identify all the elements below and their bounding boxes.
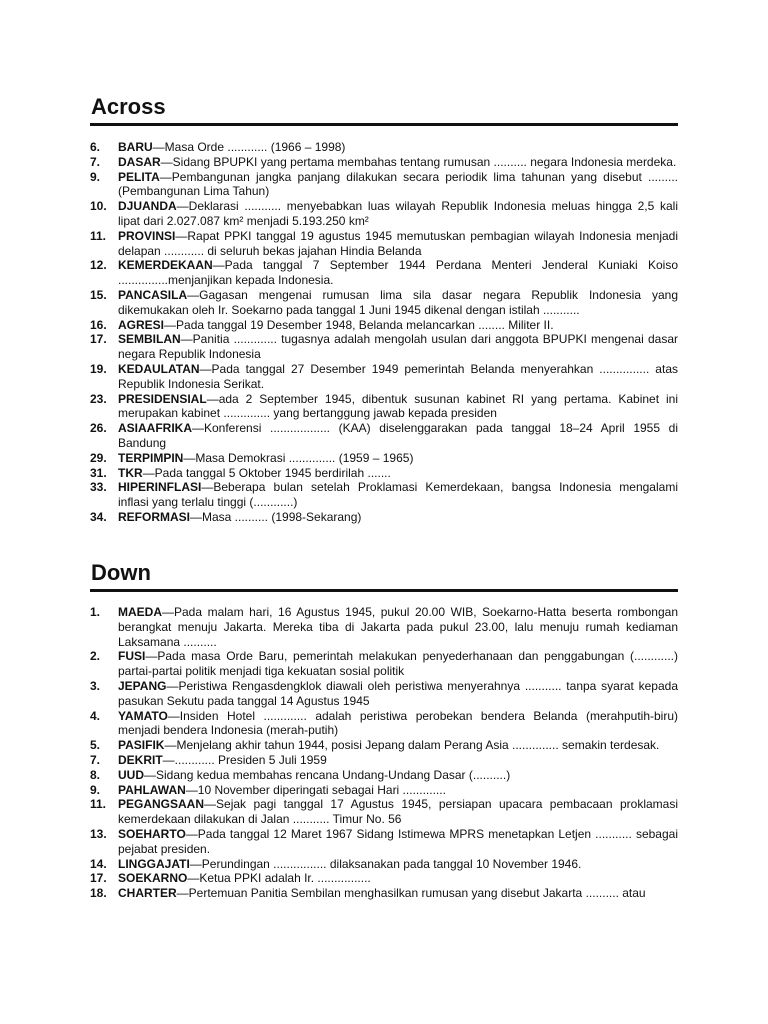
clue-body xyxy=(118,679,678,709)
clue-number: 3. xyxy=(90,678,101,693)
clue-body xyxy=(118,199,678,229)
clue-text: —Pada masa Orde Baru, pemerintah melakukan penyederhanaan dan penggabungan (............) partai-partai politik menjadi tiga kekuatan sosial politik xyxy=(118,649,678,679)
clue-number: 10. xyxy=(90,199,107,214)
clue-body xyxy=(118,871,678,886)
clue-number: 9. xyxy=(90,782,101,797)
down-clue xyxy=(90,768,678,783)
clue-number: 29. xyxy=(90,450,107,465)
clue-body xyxy=(118,421,678,451)
clue-number: 23. xyxy=(90,391,107,406)
down-clue xyxy=(90,797,678,827)
across-clue xyxy=(90,362,678,392)
clue-body xyxy=(118,510,678,525)
clue-number: 7. xyxy=(90,752,101,767)
clue-text: —ada 2 September 1945, dibentuk susunan kabinet RI yang pertama. Kabinet ini merupakan kabinet .............. yang bertanggung jawab kepada presiden xyxy=(118,391,678,421)
clue-text: —Pada tanggal 5 Oktober 1945 berdirilah ....... xyxy=(142,465,391,480)
clue-answer: SOEKARNO xyxy=(118,871,188,886)
clue-answer: DASAR xyxy=(118,154,161,169)
clue-text: —Panitia ............. tugasnya adalah mengolah usulan dari anggota BPUPKI mengenai dasar negara Republik Indonesia xyxy=(118,332,678,362)
clue-body xyxy=(118,886,678,901)
clue-number: 8. xyxy=(90,767,101,782)
across-clue xyxy=(90,510,678,525)
across-clue xyxy=(90,392,678,422)
across-clue xyxy=(90,140,678,155)
clue-text: —Perundingan ................ dilaksanakan pada tanggal 10 November 1946. xyxy=(189,856,582,871)
across-clue xyxy=(90,451,678,466)
clue-text: —Rapat PPKI tanggal 19 agustus 1945 memutuskan pembagian wilayah Indonesia menjadi delapan ............ di seluruh bekas jajahan Hindia Belanda xyxy=(118,228,678,258)
clue-body xyxy=(118,258,678,288)
clue-number: 5. xyxy=(90,738,101,753)
clue-text: —Sidang BPUPKI yang pertama membahas tentang rumusan .......... negara Indonesia merdeka. xyxy=(160,154,677,169)
across-clue xyxy=(90,170,678,200)
clue-body xyxy=(118,170,678,200)
clue-number: 14. xyxy=(90,856,107,871)
clue-body xyxy=(118,738,678,753)
clue-number: 33. xyxy=(90,480,107,495)
across-clue xyxy=(90,480,678,510)
clue-body xyxy=(118,332,678,362)
clue-body xyxy=(118,649,678,679)
clue-answer: TERPIMPIN xyxy=(118,450,184,465)
clue-text: —Masa Demokrasi .............. (1959 – 1965) xyxy=(183,450,414,465)
clue-body xyxy=(118,392,678,422)
clue-answer: AGRESI xyxy=(118,317,165,332)
clue-answer: UUD xyxy=(118,767,144,782)
across-clue xyxy=(90,332,678,362)
clue-text: —Beberapa bulan setelah Proklamasi Kemerdekaan, bangsa Indonesia mengalami inflasi yang terlalu tinggi (............) xyxy=(118,480,678,510)
clue-text: —Pada tanggal 7 September 1944 Perdana Menteri Jenderal Kuniaki Koiso ...............menjanjikan kepada Indonesia. xyxy=(118,258,678,288)
clue-number: 16. xyxy=(90,317,107,332)
down-section xyxy=(90,560,678,901)
clue-answer: FUSI xyxy=(118,649,146,664)
down-clue-list xyxy=(90,605,678,901)
across-heading: Across xyxy=(91,94,166,119)
clue-answer: SOEHARTO xyxy=(118,826,186,841)
clue-body xyxy=(118,451,678,466)
across-clue xyxy=(90,199,678,229)
clue-body xyxy=(118,362,678,392)
clue-text: —............ Presiden 5 Juli 1959 xyxy=(162,752,327,767)
clue-number: 4. xyxy=(90,708,101,723)
clue-answer: PEGANGSAAN xyxy=(118,797,205,812)
clue-number: 6. xyxy=(90,140,101,154)
clue-answer: SEMBILAN xyxy=(118,332,181,347)
clue-answer: PROVINSI xyxy=(118,228,176,243)
down-clue xyxy=(90,753,678,768)
clue-number: 19. xyxy=(90,361,107,376)
clue-body xyxy=(118,709,678,739)
clue-answer: TKR xyxy=(118,465,143,480)
clue-answer: REFORMASI xyxy=(118,509,190,524)
clue-answer: BARU xyxy=(118,140,153,154)
clue-body xyxy=(118,288,678,318)
clue-answer: DJUANDA xyxy=(118,199,177,214)
clue-number: 7. xyxy=(90,154,101,169)
clue-text: —Pada tanggal 27 Desember 1949 pemerintah Belanda menyerahkan ............... atas Republik Indonesia Serikat. xyxy=(118,361,678,391)
clue-text: —Konferensi .................. (KAA) diselenggarakan pada tanggal 18–24 April 1955 di Bandung xyxy=(118,421,678,450)
clue-text: —10 November diperingati sebagai Hari ............. xyxy=(185,782,446,797)
clue-text: —Pada tanggal 12 Maret 1967 Sidang Istimewa MPRS menetapkan Letjen ........... sebagai pejabat presiden. xyxy=(118,826,678,856)
clue-text: —Peristiwa Rengasdengklok diawali oleh peristiwa menyerahnya ........... tanpa syarat kepada pasukan Sekutu pada tanggal 14 Agustus 1945 xyxy=(118,678,678,708)
clue-answer: PAHLAWAN xyxy=(118,782,186,797)
clue-answer: HIPERINFLASI xyxy=(118,480,202,495)
down-heading: Down xyxy=(91,560,151,585)
clue-answer: YAMATO xyxy=(118,708,168,723)
clue-body xyxy=(118,827,678,857)
clue-body xyxy=(118,318,678,333)
clue-number: 26. xyxy=(90,421,107,436)
clue-text: —Pertemuan Panitia Sembilan menghasilkan rumusan yang disebut Jakarta .......... atau xyxy=(176,886,646,901)
across-divider xyxy=(90,123,678,126)
clue-text: —Masa Orde ............ (1966 – 1998) xyxy=(152,140,346,154)
clue-text: —Menjelang akhir tahun 1944, posisi Jepang dalam Perang Asia .............. semakin terdesak. xyxy=(164,738,660,753)
clue-answer: PELITA xyxy=(118,169,160,184)
clue-text: —Gagasan mengenai rumusan lima sila dasar negara Republik Indonesia yang dikemukakan oleh Ir. Soekarno pada tanggal 1 Juni 1945 dikenal dengan istilah ........... xyxy=(118,287,678,317)
clue-answer: JEPANG xyxy=(118,678,167,693)
clue-answer: KEMERDEKAAN xyxy=(118,258,213,273)
clue-text: —Deklarasi ........... menyebabkan luas wilayah Republik Indonesia meluas hingga 2,5 kali lipat dari 2.027.087 km² menjadi 5.193.250 km² xyxy=(118,199,678,228)
clue-text: —Insiden Hotel ............. adalah peristiwa perobekan bendera Belanda (merahputih-biru) menjadi bendera Indonesia (merah-putih) xyxy=(118,708,678,738)
across-clue xyxy=(90,466,678,481)
across-clue xyxy=(90,288,678,318)
down-clue xyxy=(90,857,678,872)
clue-answer: LINGGAJATI xyxy=(118,856,190,871)
clue-number: 13. xyxy=(90,826,107,841)
clue-body xyxy=(118,466,678,481)
clue-body xyxy=(118,753,678,768)
clue-number: 12. xyxy=(90,258,107,273)
clue-answer: PANCASILA xyxy=(118,287,188,302)
clue-body xyxy=(118,857,678,872)
down-clue xyxy=(90,679,678,709)
clue-answer: PRESIDENSIAL xyxy=(118,391,207,406)
across-clue xyxy=(90,318,678,333)
down-clue xyxy=(90,605,678,649)
down-clue xyxy=(90,871,678,886)
clue-answer: PASIFIK xyxy=(118,738,165,753)
clue-body xyxy=(118,480,678,510)
down-clue xyxy=(90,783,678,798)
clue-number: 11. xyxy=(90,228,107,243)
clue-answer: CHARTER xyxy=(118,886,177,901)
clue-text: —Pembangunan jangka panjang dilakukan secara periodik lima tahunan yang disebut ......... (Pembangunan Lima Tahun) xyxy=(118,169,678,199)
clue-body xyxy=(118,140,678,155)
down-clue xyxy=(90,827,678,857)
across-clue xyxy=(90,258,678,288)
clue-body xyxy=(118,155,678,170)
across-clue xyxy=(90,229,678,259)
clue-body xyxy=(118,768,678,783)
clue-text: —Pada tanggal 19 Desember 1948, Belanda melancarkan ........ Militer II. xyxy=(164,317,554,332)
down-clue xyxy=(90,886,678,901)
clue-text: —Masa .......... (1998-Sekarang) xyxy=(190,509,362,524)
down-clue xyxy=(90,649,678,679)
across-clue-list xyxy=(90,140,678,525)
clue-number: 2. xyxy=(90,649,101,664)
clue-number: 9. xyxy=(90,169,101,184)
clue-number: 17. xyxy=(90,871,107,886)
clue-answer: ASIAAFRIKA xyxy=(118,421,192,436)
clue-answer: DEKRIT xyxy=(118,752,163,767)
clue-number: 1. xyxy=(90,605,101,619)
clue-number: 15. xyxy=(90,287,107,302)
across-clue xyxy=(90,421,678,451)
clue-number: 31. xyxy=(90,465,107,480)
clue-body xyxy=(118,797,678,827)
across-section xyxy=(90,94,678,525)
clue-text: —Ketua PPKI adalah Ir. ................ xyxy=(187,871,371,886)
clue-answer: MAEDA xyxy=(118,605,162,619)
clue-text: —Sejak pagi tanggal 17 Agustus 1945, persiapan upacara pembacaan proklamasi kemerdekaan dilakukan di Jalan ........... Timur No. 56 xyxy=(118,797,678,827)
clue-number: 11. xyxy=(90,797,107,812)
clue-number: 18. xyxy=(90,886,107,901)
clue-body xyxy=(118,783,678,798)
clue-number: 34. xyxy=(90,509,107,524)
clue-text: —Sidang kedua membahas rencana Undang-Undang Dasar (..........) xyxy=(144,767,511,782)
clue-text: —Pada malam hari, 16 Agustus 1945, pukul 20.00 WIB, Soekarno-Hatta beserta rombongan berangkat menuju Jakarta. Mereka tiba di Jakarta pada pukul 23.00, lalu menuju rumah kediaman Laksamana .......... xyxy=(118,605,678,649)
clue-number: 17. xyxy=(90,332,107,347)
clue-answer: KEDAULATAN xyxy=(118,361,200,376)
down-clue xyxy=(90,709,678,739)
across-clue xyxy=(90,155,678,170)
clue-body xyxy=(118,229,678,259)
down-divider xyxy=(90,589,678,592)
down-clue xyxy=(90,738,678,753)
clue-body xyxy=(118,605,678,649)
